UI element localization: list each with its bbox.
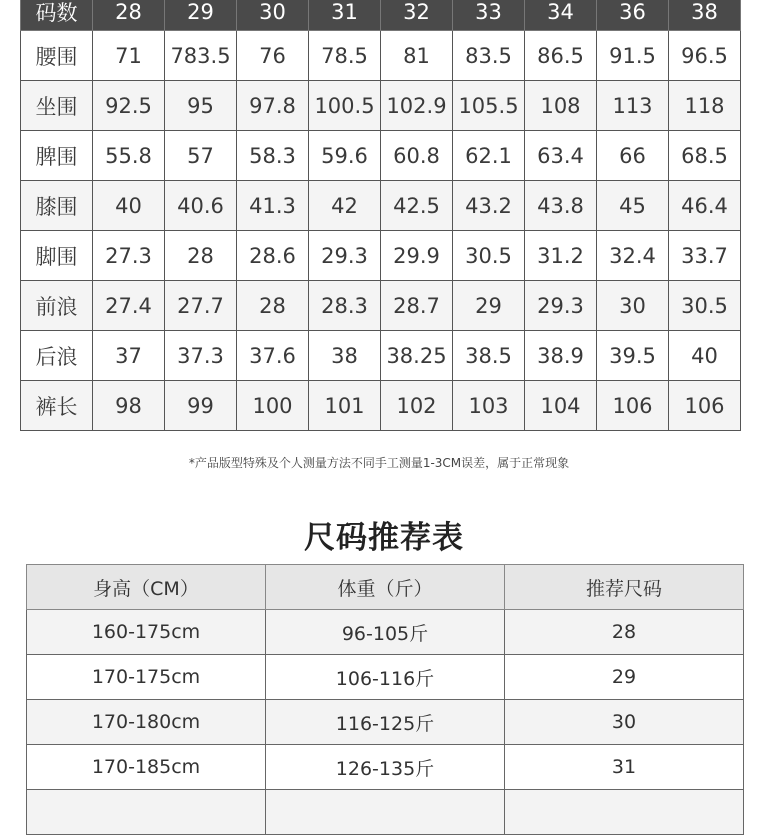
value-cell: 62.1 [453,131,525,181]
value-cell: 81 [381,31,453,81]
header-cell: 36 [597,0,669,31]
value-cell: 118 [669,81,741,131]
row-label-cell: 170-175cm [27,655,266,700]
value-cell: 30 [505,700,744,745]
row-label-cell: 腰围 [21,31,93,81]
value-cell: 28 [237,281,309,331]
row-label-cell: 170-180cm [27,700,266,745]
header-cell: 28 [93,0,165,31]
row-label-cell: 坐围 [21,81,93,131]
table-row [27,610,744,655]
value-cell: 105.5 [453,81,525,131]
value-cell: 101 [309,381,381,431]
value-cell: 98 [93,381,165,431]
value-cell: 102.9 [381,81,453,131]
value-cell: 38 [309,331,381,381]
value-cell: 39.5 [597,331,669,381]
table-row [21,231,741,281]
value-cell: 99 [165,381,237,431]
table-row [21,181,741,231]
row-label-cell: 脾围 [21,131,93,181]
table-row [27,655,744,700]
value-cell: 29.9 [381,231,453,281]
table-row [21,131,741,181]
value-cell: 96-105斤 [266,610,505,655]
value-cell: 29 [505,655,744,700]
header-cell: 身高（CM） [27,565,266,610]
value-cell: 104 [525,381,597,431]
header-cell: 29 [165,0,237,31]
value-cell: 28.7 [381,281,453,331]
table-row [27,700,744,745]
header-cell: 34 [525,0,597,31]
value-cell: 29.3 [309,231,381,281]
value-cell: 97.8 [237,81,309,131]
recommend-header-row [27,565,744,610]
value-cell: 63.4 [525,131,597,181]
value-cell: 37.3 [165,331,237,381]
value-cell: 46.4 [669,181,741,231]
value-cell: 106 [597,381,669,431]
table-row [27,745,744,790]
value-cell: 29 [453,281,525,331]
header-cell: 推荐尺码 [505,565,744,610]
row-label-cell: 后浪 [21,331,93,381]
value-cell: 59.6 [309,131,381,181]
value-cell: 28.6 [237,231,309,281]
value-cell: 28 [165,231,237,281]
value-cell: 783.5 [165,31,237,81]
header-cell: 32 [381,0,453,31]
table-row [27,790,744,835]
value-cell: 113 [597,81,669,131]
row-label-cell: 裤长 [21,381,93,431]
value-cell: 100.5 [309,81,381,131]
value-cell: 28 [505,610,744,655]
row-label-cell: 前浪 [21,281,93,331]
table-row [21,381,741,431]
value-cell: 83.5 [453,31,525,81]
value-cell: 106-116斤 [266,655,505,700]
value-cell: 30.5 [669,281,741,331]
value-cell: 60.8 [381,131,453,181]
value-cell: 30 [597,281,669,331]
value-cell: 29.3 [525,281,597,331]
value-cell: 92.5 [93,81,165,131]
value-cell: 96.5 [669,31,741,81]
value-cell: 108 [525,81,597,131]
size-header-row [21,0,741,31]
value-cell: 45 [597,181,669,231]
value-cell: 38.5 [453,331,525,381]
value-cell: 71 [93,31,165,81]
row-label-cell: 170-185cm [27,745,266,790]
row-label-cell: 160-175cm [27,610,266,655]
row-label-cell: 膝围 [21,181,93,231]
value-cell: 42 [309,181,381,231]
value-cell: 30.5 [453,231,525,281]
header-cell: 33 [453,0,525,31]
table-row [21,281,741,331]
value-cell: 103 [453,381,525,431]
table-row [21,331,741,381]
value-cell: 31.2 [525,231,597,281]
value-cell: 95 [165,81,237,131]
value-cell [266,790,505,835]
header-cell: 体重（斤） [266,565,505,610]
value-cell: 42.5 [381,181,453,231]
value-cell: 100 [237,381,309,431]
value-cell: 86.5 [525,31,597,81]
value-cell: 27.7 [165,281,237,331]
size-chart-table [20,0,741,431]
recommend-title: 尺码推荐表 [304,520,464,556]
value-cell: 55.8 [93,131,165,181]
value-cell: 102 [381,381,453,431]
header-cell: 38 [669,0,741,31]
header-cell: 30 [237,0,309,31]
value-cell: 40 [669,331,741,381]
value-cell: 116-125斤 [266,700,505,745]
value-cell: 57 [165,131,237,181]
value-cell: 41.3 [237,181,309,231]
row-label-cell [27,790,266,835]
value-cell: 43.8 [525,181,597,231]
value-cell: 33.7 [669,231,741,281]
value-cell: 27.3 [93,231,165,281]
value-cell: 76 [237,31,309,81]
value-cell: 37 [93,331,165,381]
value-cell: 28.3 [309,281,381,331]
table-row [21,31,741,81]
value-cell: 40 [93,181,165,231]
value-cell: 38.9 [525,331,597,381]
value-cell: 40.6 [165,181,237,231]
measurement-note: *产品版型特殊及个人测量方法不同手工测量1-3CM误差，属于正常现象 [188,456,570,470]
value-cell: 27.4 [93,281,165,331]
header-cell: 码数 [21,0,93,31]
header-cell: 31 [309,0,381,31]
value-cell: 58.3 [237,131,309,181]
value-cell: 38.25 [381,331,453,381]
value-cell [505,790,744,835]
value-cell: 68.5 [669,131,741,181]
value-cell: 31 [505,745,744,790]
value-cell: 37.6 [237,331,309,381]
value-cell: 66 [597,131,669,181]
value-cell: 32.4 [597,231,669,281]
row-label-cell: 脚围 [21,231,93,281]
value-cell: 126-135斤 [266,745,505,790]
value-cell: 78.5 [309,31,381,81]
table-row [21,81,741,131]
value-cell: 43.2 [453,181,525,231]
value-cell: 91.5 [597,31,669,81]
size-recommend-table [26,564,744,835]
value-cell: 106 [669,381,741,431]
